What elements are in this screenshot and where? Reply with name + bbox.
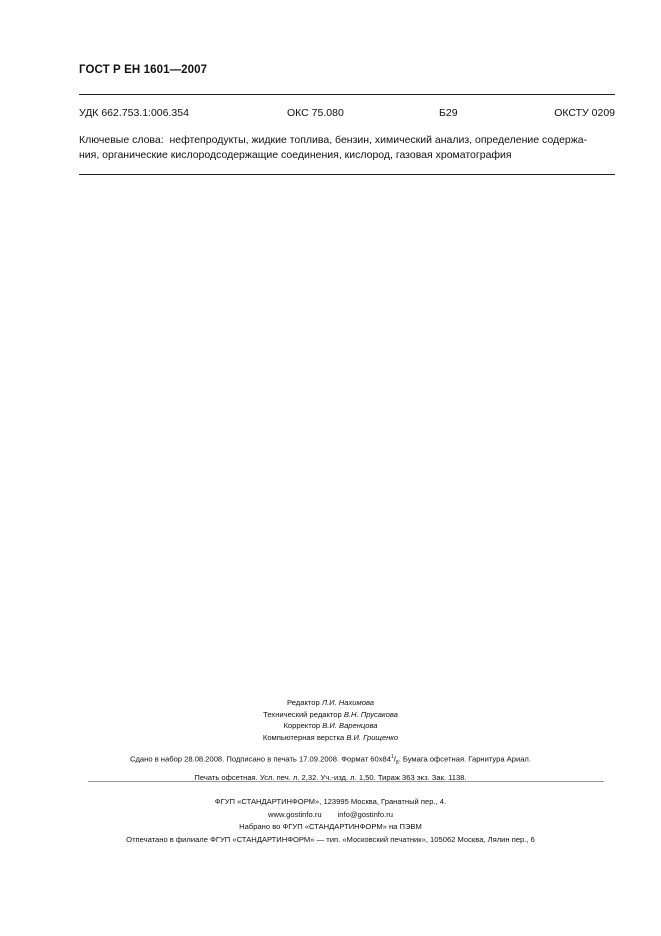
publisher-email[interactable]: info@gostinfo.ru — [337, 809, 394, 819]
okstu-code: ОКСТУ 0209 — [554, 107, 615, 119]
standard-title: ГОСТ Р ЕН 1601—2007 — [79, 64, 208, 76]
credit-editor — [0, 697, 661, 709]
imprint-divider — [88, 781, 604, 782]
keywords-line-2: ния, органические кислородсодержащие соединения, кислород, газовая хроматография — [79, 148, 512, 161]
credit-name: В.И. Грищенко — [346, 732, 399, 742]
udk-code: УДК 662.753.1:006.354 — [79, 107, 189, 119]
classification-row — [79, 107, 615, 121]
credit-layout — [0, 732, 661, 744]
credit-role: Редактор — [287, 698, 320, 707]
credit-name: В.И. Варенцова — [322, 721, 378, 730]
credit-name: Л.И. Нахимова — [321, 698, 374, 707]
publisher-contacts — [0, 809, 661, 822]
credit-proofreader — [0, 720, 661, 732]
keywords-line-1: нефтепродукты, жидкие топлива, бензин, химический анализ, определение содержа- — [169, 134, 588, 146]
keywords-label: Ключевые слова: — [79, 134, 164, 146]
top-divider — [79, 94, 615, 95]
credit-role: Корректор — [283, 721, 321, 730]
credits-block — [0, 697, 661, 743]
credit-name: В.Н. Прусакова — [343, 709, 398, 719]
credit-tech-editor — [0, 709, 661, 721]
credit-role: Компьютерная верстка — [262, 732, 345, 742]
format-numerator: 1 — [391, 754, 394, 760]
imprint-text: . Бумага офсетная. Гарнитура Ариал. — [398, 754, 531, 764]
imprint-block — [0, 751, 661, 784]
group-code: Б29 — [439, 107, 458, 119]
credit-role: Технический редактор — [263, 709, 342, 719]
keywords-block — [79, 133, 615, 162]
imprint-line-1: Сдано в набор 28.08.2008. Подписано в печать 17.09.2008. Формат $60х84^1/_8$. Бумага офсетная. Гарнитура Ариал. — [130, 754, 531, 767]
publisher-block — [0, 796, 661, 846]
publisher-address: ФГУП «СТАНДАРТИНФОРМ», 123995 Москва, Гранатный пер., 4. — [214, 797, 447, 806]
imprint-text: Сдано в набор 28.08.2008. Подписано в печать 17.09.2008. Формат 60х84 — [130, 754, 391, 764]
bottom-divider — [79, 174, 615, 175]
publisher-website[interactable]: www.gostinfo.ru — [267, 809, 322, 819]
oks-code: ОКС 75.080 — [287, 107, 344, 119]
publisher-typeset: Набрано во ФГУП «СТАНДАРТИНФОРМ» на ПЭВМ — [239, 822, 422, 831]
imprint-line-2: Печать офсетная. Усл. печ. л. 2,32. Уч.-изд. л. 1,50. Тираж 363 экз. Зак. 1138. — [194, 772, 467, 782]
format-denominator: 8 — [395, 760, 399, 767]
publisher-printed: Отпечатано в филиале ФГУП «СТАНДАРТИНФОРМ» — тип. «Московский печатник», 105062 Москва, Лялин пер., 6 — [126, 834, 535, 844]
